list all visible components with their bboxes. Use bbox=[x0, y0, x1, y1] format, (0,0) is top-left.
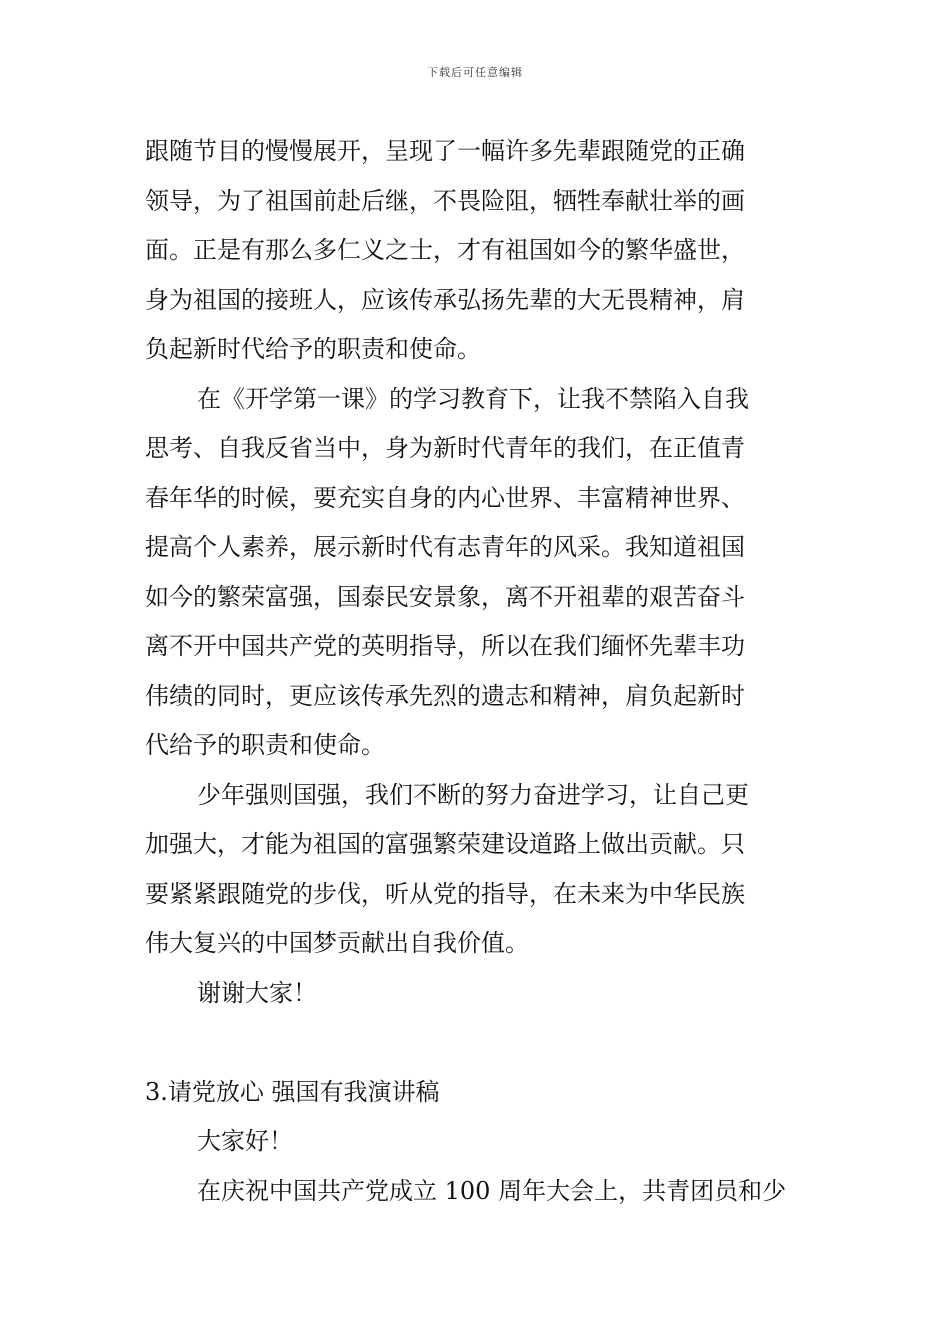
page-header-note: 下载后可任意编辑 bbox=[427, 66, 523, 79]
document-body bbox=[145, 127, 815, 1216]
paragraph-line: 在《开学第一课》的学习教育下，让我不禁陷入自我 bbox=[197, 384, 749, 413]
paragraph-line: 春年华的时候，要充实自身的内心世界、丰富精神世界、 bbox=[145, 483, 745, 512]
paragraph-line: 代给予的职责和使命。 bbox=[145, 731, 385, 759]
closing-thanks: 谢谢大家！ bbox=[197, 978, 317, 1007]
paragraph-2 bbox=[145, 375, 815, 771]
paragraph-line: 少年强则国强，我们不断的努力奋进学习，让自己更 bbox=[197, 780, 749, 809]
paragraph-line: 思考、自我反省当中，身为新时代青年的我们，在正值青 bbox=[145, 434, 745, 462]
blank-line bbox=[145, 1018, 815, 1068]
paragraph-line: 要紧紧跟随党的步伐，听从党的指导，在未来为中华民族 bbox=[145, 879, 745, 908]
paragraph-1 bbox=[145, 127, 815, 375]
paragraph-line: 负起新时代给予的职责和使命。 bbox=[145, 335, 481, 363]
paragraph-3 bbox=[145, 771, 815, 969]
section-title: 3.请党放心 强国有我演讲稿 bbox=[145, 1077, 440, 1106]
paragraph-line: 如今的繁荣富强，国泰民安景象，离不开祖辈的艰苦奋斗 bbox=[145, 582, 745, 611]
paragraph-line: 加强大，才能为祖国的富强繁荣建设道路上做出贡献。只 bbox=[145, 830, 745, 858]
paragraph-line: 身为祖国的接班人，应该传承弘扬先辈的大无畏精神，肩 bbox=[145, 285, 745, 314]
paragraph-line: 跟随节目的慢慢展开，呈现了一幅许多先辈跟随党的正确 bbox=[145, 137, 745, 165]
paragraph-line: 离不开中国共产党的英明指导，所以在我们缅怀先辈丰功 bbox=[145, 632, 745, 660]
section-greeting: 大家好！ bbox=[197, 1127, 293, 1155]
paragraph-line: 伟绩的同时，更应该传承先烈的遗志和精神，肩负起新时 bbox=[145, 681, 745, 710]
paragraph-line: 伟大复兴的中国梦贡献出自我价值。 bbox=[145, 929, 529, 957]
section-opening-line: 在庆祝中国共产党成立 100 周年大会上，共青团员和少 bbox=[197, 1176, 787, 1205]
paragraph-line: 领导，为了祖国前赴后继，不畏险阻，牺牲奉献壮举的画 bbox=[145, 186, 745, 215]
paragraph-line: 面。正是有那么多仁义之士，才有祖国如今的繁华盛世， bbox=[145, 236, 745, 264]
paragraph-line: 提高个人素养，展示新时代有志青年的风采。我知道祖国 bbox=[145, 533, 745, 561]
paragraph-4 bbox=[145, 969, 815, 1019]
